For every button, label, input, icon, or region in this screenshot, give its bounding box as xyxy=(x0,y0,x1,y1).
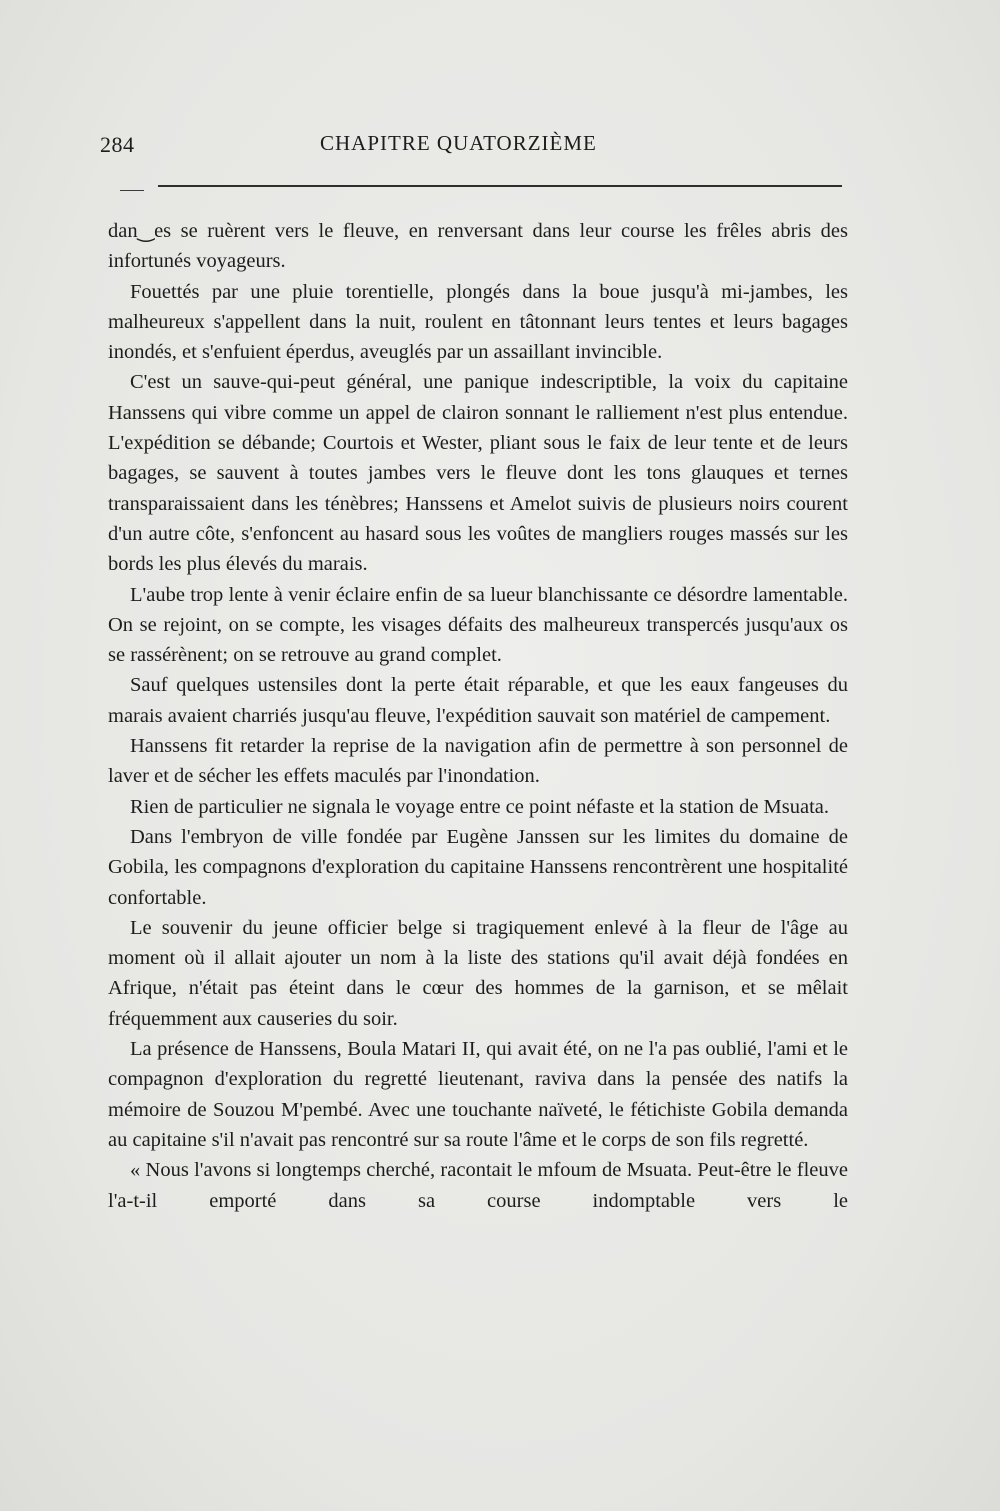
paragraph: Fouettés par une pluie torentielle, plongés dans la boue jusqu'à mi-jambes, les malheureux s'appellent dans la nuit, roulent en tâtonnant leurs tentes et leurs bagages inondés, et s'enfuient éperdus, aveuglés par un assaillant invincible. xyxy=(108,280,848,364)
paragraph: dan‿es se ruèrent vers le fleuve, en renversant dans leur course les frêles abris des infortunés voyageurs. xyxy=(108,220,848,273)
paragraph: C'est un sauve-qui-peut général, une panique indescriptible, la voix du capitaine Hanssens qui vibre comme un appel de clairon sonnant le ralliement n'est plus entendue. L'expédition se débande; Courtois et Wester, pliant sous le faix de leur tente et de leurs bagages, se sauvent à toutes jambes vers le fleuve dont les tons glauques et ternes transparaissaient dans les ténèbres; Hanssens et Amelot suivis de plusieurs noirs courent d'un autre côte, s'enfoncent au hasard sous les voûtes de mangliers rouges massés sur les bords les plus élevés du marais. xyxy=(108,371,848,576)
paragraph: Le souvenir du jeune officier belge si tragiquement enlevé à la fleur de l'âge au moment où il allait ajouter un nom à la liste des stations qu'il avait déjà fondées en Afrique, n'était pas éteint dans le cœur des hommes de la garnison, et se mêlait fréquemment aux causeries du soir. xyxy=(108,916,848,1030)
paragraph: « Nous l'avons si longtemps cherché, racontait le mfoum de Msuata. Peut-être le fleuve l'a-t-il emporté dans sa course indomptable vers le xyxy=(108,1159,848,1212)
header-rule xyxy=(158,185,842,187)
paragraph: Dans l'embryon de ville fondée par Eugène Janssen sur les limites du domaine de Gobila, les compagnons d'exploration du capitaine Hanssens rencontrèrent une hospitalité confortable. xyxy=(108,825,848,909)
paragraph: La présence de Hanssens, Boula Matari II, qui avait été, on ne l'a pas oublié, l'ami et le compagnon d'exploration du regretté lieutenant, raviva dans la pensée des natifs la mémoire de Souzou M'pembé. Avec une touchante naïveté, le fétichiste Gobila demanda au capitaine s'il n'avait pas rencontré sur sa route l'âme et le corps de son fils regretté. xyxy=(108,1038,848,1151)
header-rule-short xyxy=(120,190,144,191)
paragraph: L'aube trop lente à venir éclaire enfin de sa lueur blanchissante ce désordre lamentable. On se rejoint, on se compte, les visages défaits des malheureux transpercés jusqu'aux os se rassérènent; on se retrouve au grand complet. xyxy=(108,583,848,667)
body-text xyxy=(108,216,848,1216)
paragraph: Sauf quelques ustensiles dont la perte était réparable, et que les eaux fangeuses du marais avaient charriés jusqu'au fleuve, l'expédition sauvait son matériel de campement. xyxy=(108,674,848,727)
page-number: 284 xyxy=(100,132,135,157)
paragraph: Rien de particulier ne signala le voyage entre ce point néfaste et la station de Msuata. xyxy=(130,795,830,818)
running-head: CHAPITRE QUATORZIÈME xyxy=(320,131,597,155)
paragraph: Hanssens fit retarder la reprise de la navigation afin de permettre à son personnel de laver et de sécher les effets maculés par l'inondation. xyxy=(108,735,848,788)
page-header xyxy=(100,128,860,168)
